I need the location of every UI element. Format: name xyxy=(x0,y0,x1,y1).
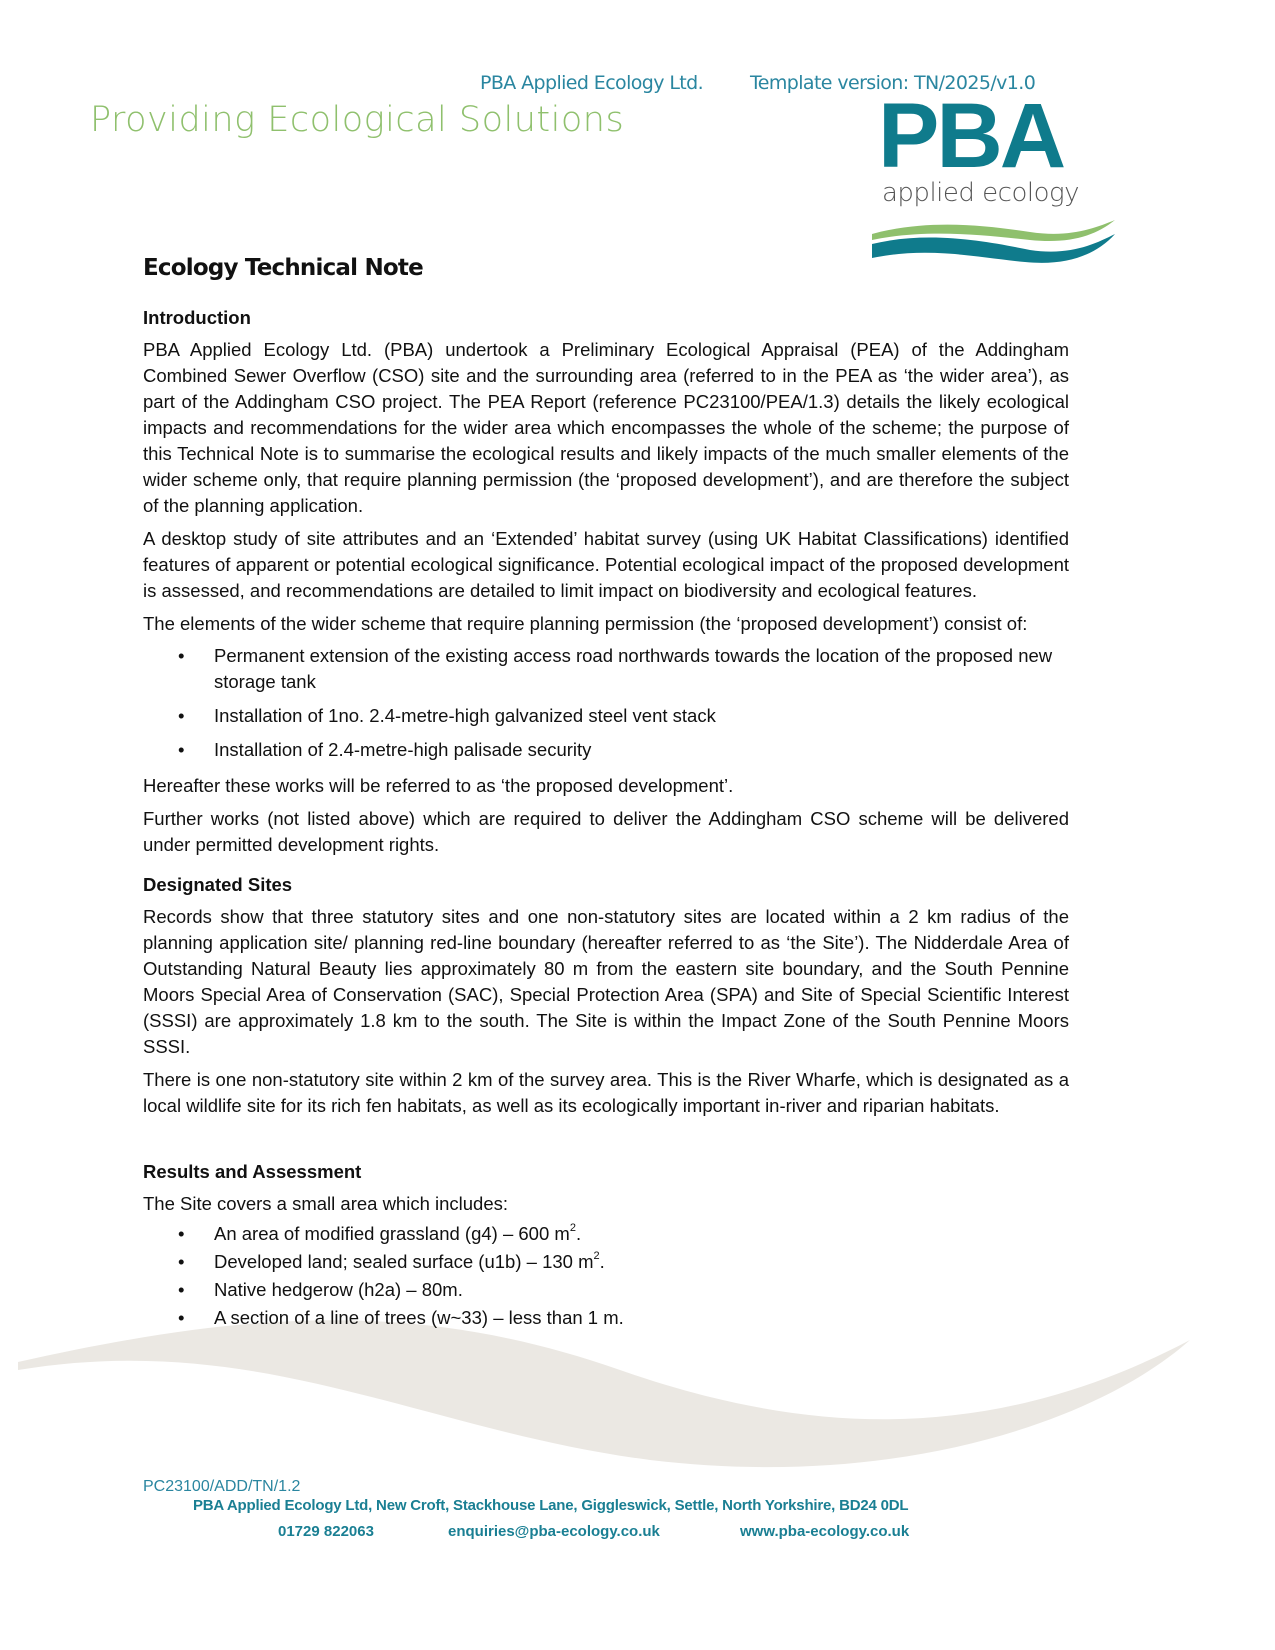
list-item: • An area of modified grassland (g4) – 600 $m^2$. xyxy=(214,1221,1069,1247)
paragraph: PBA Applied Ecology Ltd. (PBA) undertook a Preliminary Ecological Appraisal (PEA) of the Addingham Combined Sewer Overflow (CSO) site and the surrounding area (referred to in the PEA as ‘the wider area’), as part of the Addingham CSO project. The PEA Report (reference PC23100/PEA/1.3) details the likely ecological impacts and recommendations for the wider area which encompasses the whole of the scheme; the purpose of this Technical Note is to summarise the ecological results and likely impacts of the much smaller elements of the wider scheme only, that require planning permission (the ‘proposed development’), and are therefore the subject of the planning application. xyxy=(143,339,1069,516)
tagline: Providing Ecological Solutions xyxy=(90,100,625,140)
template-version: Template version: TN/2025/v1.0 xyxy=(750,72,1036,94)
footer-website[interactable]: www.pba-ecology.co.uk xyxy=(740,1523,910,1540)
paragraph: There is one non-statutory site within 2 km of the survey area. This is the River Wharfe, which is designated as a local wildlife site for its rich fen habitats, as well as its ecologically important in-river and riparian habitats. xyxy=(143,1069,1069,1116)
list-item: • Installation of 2.4-metre-high palisade security xyxy=(214,737,1069,763)
paragraph: Records show that three statutory sites and one non-statutory sites are located within a 2 km radius of the planning application site/ planning red-line boundary (hereafter referred to as ‘the Site’). The Nidderdale Area of Outstanding Natural Beauty lies approximately 80 m from the eastern site boundary, and the South Pennine Moors Special Area of Conservation (SAC), Special Protection Area (SPA) and Site of Special Scientific Interest (SSSI) are approximately 1.8 km to the south. The Site is within the Impact Zone of the South Pennine Moors SSSI. xyxy=(143,906,1069,1057)
footer-email[interactable]: enquiries@pba-ecology.co.uk xyxy=(448,1523,660,1540)
footer-address: PBA Applied Ecology Ltd, New Croft, Stackhouse Lane, Giggleswick, Settle, North Yorkshire, BD24 0DL xyxy=(193,1497,909,1514)
development-list xyxy=(143,643,1069,763)
document-title: Ecology Technical Note xyxy=(143,255,423,281)
heading-introduction: Introduction xyxy=(143,307,251,328)
heading-designated-sites: Designated Sites xyxy=(143,874,293,895)
paragraph: Further works (not listed above) which are required to deliver the Addingham CSO scheme will be delivered under permitted development rights. xyxy=(143,808,1069,855)
logo-text: PBA xyxy=(878,85,1064,187)
list-item: • Native hedgerow (h2a) – 80m. xyxy=(214,1277,1069,1303)
document-reference: PC23100/ADD/TN/1.2 xyxy=(143,1478,301,1495)
pba-logo xyxy=(870,85,1120,273)
header-company: PBA Applied Ecology Ltd. xyxy=(480,72,704,94)
habitat-list xyxy=(143,1221,1069,1331)
footer-phone: 01729 822063 xyxy=(278,1523,374,1540)
heading-results: Results and Assessment xyxy=(143,1161,362,1182)
list-item: • Installation of 1no. 2.4-metre-high galvanized steel vent stack xyxy=(214,703,1069,729)
paragraph: The elements of the wider scheme that require planning permission (the ‘proposed development’) consist of: xyxy=(143,613,1028,634)
logo-subtext: applied ecology xyxy=(882,178,1079,208)
document-body xyxy=(143,255,1069,1341)
paragraph: Hereafter these works will be referred to as ‘the proposed development’. xyxy=(143,775,734,796)
paragraph: The Site covers a small area which includes: xyxy=(143,1193,509,1214)
paragraph: A desktop study of site attributes and an ‘Extended’ habitat survey (using UK Habitat Classifications) identified features of apparent or potential ecological significance. Potential ecological impact of the proposed development is assessed, and recommendations are detailed to limit impact on biodiversity and ecological features. xyxy=(143,528,1069,601)
list-item: • A section of a line of trees (w~33) – less than 1 m. xyxy=(214,1305,1069,1331)
list-item: • Developed land; sealed surface (u1b) – 130 $m^2$. xyxy=(214,1249,1069,1275)
list-item: • Permanent extension of the existing access road northwards towards the location of the proposed new storage tank xyxy=(214,643,1069,695)
